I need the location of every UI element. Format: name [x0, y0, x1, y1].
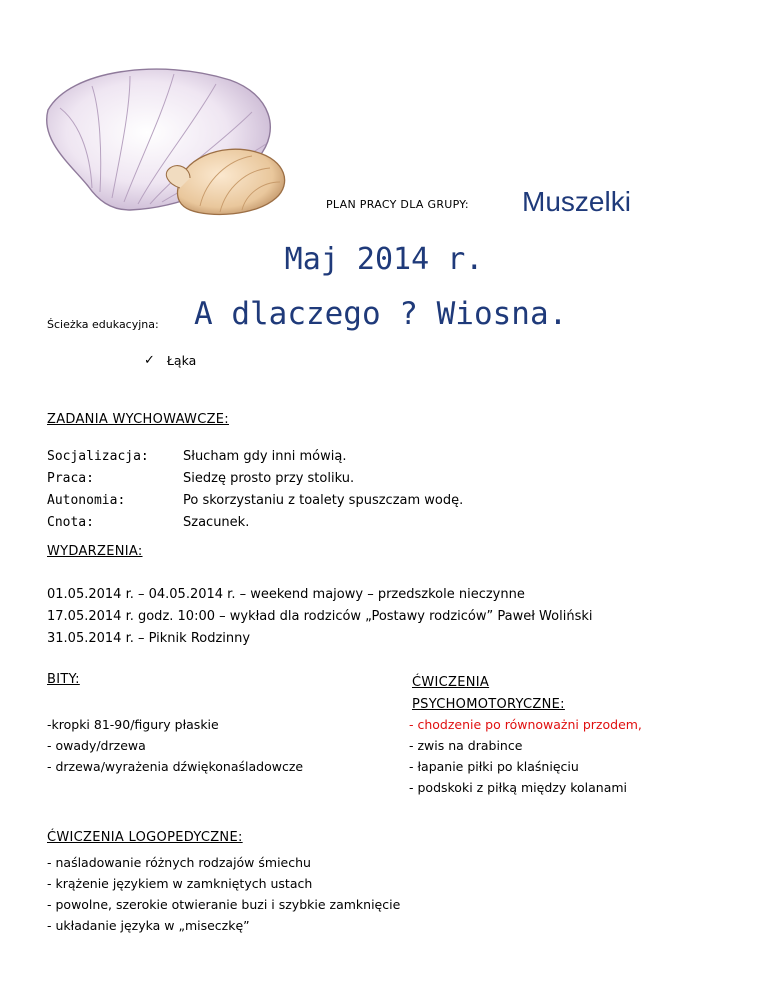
- list-item: - krążenie językiem w zamkniętych ustach: [47, 876, 313, 891]
- topic-bullet: [144, 353, 196, 368]
- task-label: Cnota:: [47, 515, 94, 530]
- list-item: - drzewa/wyrażenia dźwiękonaśladowcze: [47, 759, 304, 774]
- bity-list: [47, 714, 303, 777]
- task-value: Słucham gdy inni mówią.: [183, 449, 347, 464]
- task-label: Autonomia:: [47, 493, 126, 508]
- shell-illustration: [30, 60, 300, 220]
- task-row: [47, 512, 463, 534]
- task-value: Szacunek.: [183, 515, 250, 530]
- list-item-highlighted: - chodzenie po równoważni przodem,: [409, 717, 642, 732]
- bity-heading: BITY:: [47, 672, 80, 687]
- group-label: PLAN PRACY DLA GRUPY:: [326, 198, 469, 211]
- checkmark-icon: ✓: [144, 353, 155, 368]
- event-item: 01.05.2014 r. – 04.05.2014 r. – weekend majowy – przedszkole nieczynne: [47, 587, 525, 602]
- logo-list: [47, 852, 400, 936]
- psycho-list: [409, 714, 642, 798]
- month-title: Maj 2014 r.: [284, 242, 484, 277]
- task-row: [47, 468, 463, 490]
- group-name: Muszelki: [522, 186, 631, 217]
- task-row: [47, 446, 463, 468]
- psycho-heading-line2: PSYCHOMOTORYCZNE:: [412, 697, 565, 712]
- task-label: Socjalizacja:: [47, 449, 149, 464]
- topic-label: Łąka: [166, 353, 197, 368]
- path-title: A dlaczego ? Wiosna.: [194, 296, 568, 332]
- events-heading: WYDARZENIA:: [47, 544, 143, 559]
- list-item: -kropki 81-90/figury płaskie: [47, 717, 219, 732]
- list-item: - owady/drzewa: [47, 738, 146, 753]
- list-item: - podskoki z piłką między kolanami: [409, 780, 628, 795]
- path-label: Ścieżka edukacyjna:: [47, 318, 159, 331]
- task-value: Siedzę prosto przy stoliku.: [183, 471, 355, 486]
- task-row: [47, 490, 463, 512]
- list-item: - zwis na drabince: [409, 738, 523, 753]
- tasks-heading: ZADANIA WYCHOWAWCZE:: [47, 412, 229, 427]
- logo-heading: ĆWICZENIA LOGOPEDYCZNE:: [47, 830, 243, 845]
- event-item: 31.05.2014 r. – Piknik Rodzinny: [47, 631, 251, 646]
- psycho-heading: [412, 672, 565, 716]
- task-value: Po skorzystaniu z toalety spuszczam wodę.: [183, 493, 464, 508]
- tasks-list: [47, 446, 463, 534]
- list-item: - powolne, szerokie otwieranie buzi i szybkie zamknięcie: [47, 897, 401, 912]
- list-item: - układanie języka w „miseczkę”: [47, 918, 250, 933]
- list-item: - naśladowanie różnych rodzajów śmiechu: [47, 855, 311, 870]
- psycho-heading-line1: ĆWICZENIA: [412, 675, 490, 690]
- task-label: Praca:: [47, 471, 94, 486]
- events-list: [47, 584, 592, 650]
- event-item: 17.05.2014 r. godz. 10:00 – wykład dla rodziców „Postawy rodziców” Paweł Woliński: [47, 609, 593, 624]
- list-item: - łapanie piłki po klaśnięciu: [409, 759, 579, 774]
